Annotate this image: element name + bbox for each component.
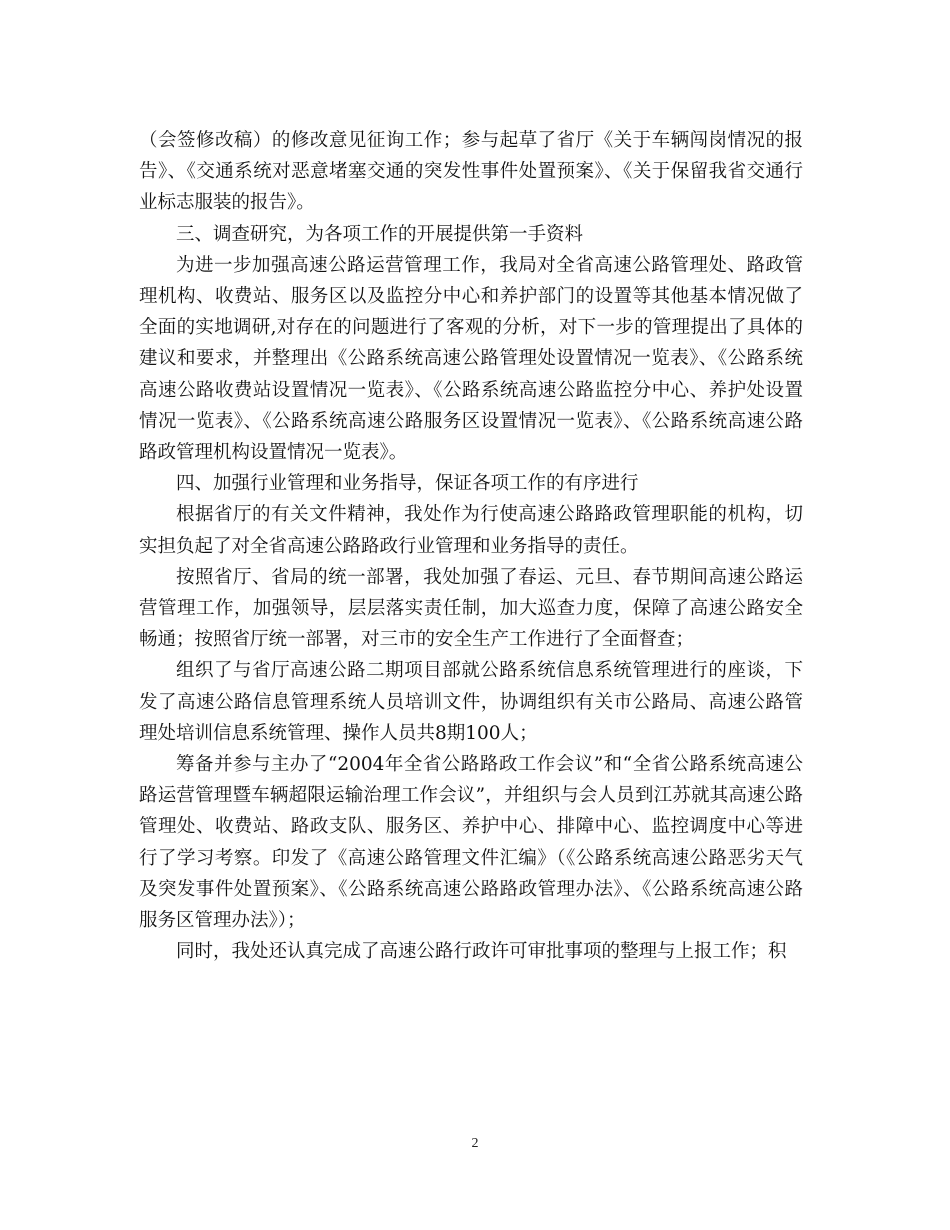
paragraph-training: 组织了与省厅高速公路二期项目部就公路系统信息系统管理进行的座谈，下发了高速公路信息管理系统人员培训文件，协调组织有关市公路局、高速公路管理处培训信息系统管理、操作人员共8期100人； <box>139 660 803 744</box>
section-heading-3: 三、调查研究，为各项工作的开展提供第一手资料 <box>176 223 584 245</box>
page-number: 2 <box>471 1136 479 1151</box>
paragraph-continuation: （会签修改稿）的修改意见征询工作；参与起草了省厅《关于车辆闯岗情况的报告》、《交通系统对恶意堵塞交通的突发性事件处置预案》、《关于保留我省交通行业标志服装的报告》。 <box>139 130 803 214</box>
section-heading-4: 四、加强行业管理和业务指导，保证各项工作的有序进行 <box>176 473 639 495</box>
paragraph-deployment: 按照省厅、省局的统一部署，我处加强了春运、元旦、春节期间高速公路运营管理工作，加强领导，层层落实责任制，加大巡查力度，保障了高速公路安全畅通；按照省厅统一部署，对三市的安全生产工作进行了全面督查； <box>139 566 803 651</box>
paragraph-conference: 筹备并参与主办了“2004年全省公路路政工作会议”和“全省公路系统高速公路运营管理暨车辆超限运输治理工作会议”，并组织与会人员到江苏就其高速公路管理处、收费站、路政支队、服务区、养护中心、排障中心、监控调度中心等进行了学习考察。印发了《高速公路管理文件汇编》（《公路系统高速公路恶劣天气及突发事件处置预案》、《公路系统高速公路路政管理办法》、《公路系统高速公路服务区管理办法》）； <box>139 754 803 932</box>
paragraph-approval: 同时，我处还认真完成了高速公路行政许可审批事项的整理与上报工作；积 <box>176 941 787 963</box>
document-body <box>139 125 803 967</box>
paragraph-research: 为进一步加强高速公路运营管理工作，我局对全省高速公路管理处、路政管理机构、收费站、服务区以及监控分中心和养护部门的设置等其他基本情况做了全面的实地调研,对存在的问题进行了客观的分析，对下一步的管理提出了具体的建议和要求，并整理出《公路系统高速公路管理处设置情况一览表》、《公路系统高速公路收费站设置情况一览表》、《公路系统高速公路监控分中心、养护处设置情况一览表》、《公路系统高速公路服务区设置情况一览表》、《公路系统高速公路路政管理机构设置情况一览表》。 <box>139 254 803 464</box>
paragraph-guidance: 根据省厅的有关文件精神，我处作为行使高速公路路政管理职能的机构，切实担负起了对全省高速公路路政行业管理和业务指导的责任。 <box>139 504 803 557</box>
